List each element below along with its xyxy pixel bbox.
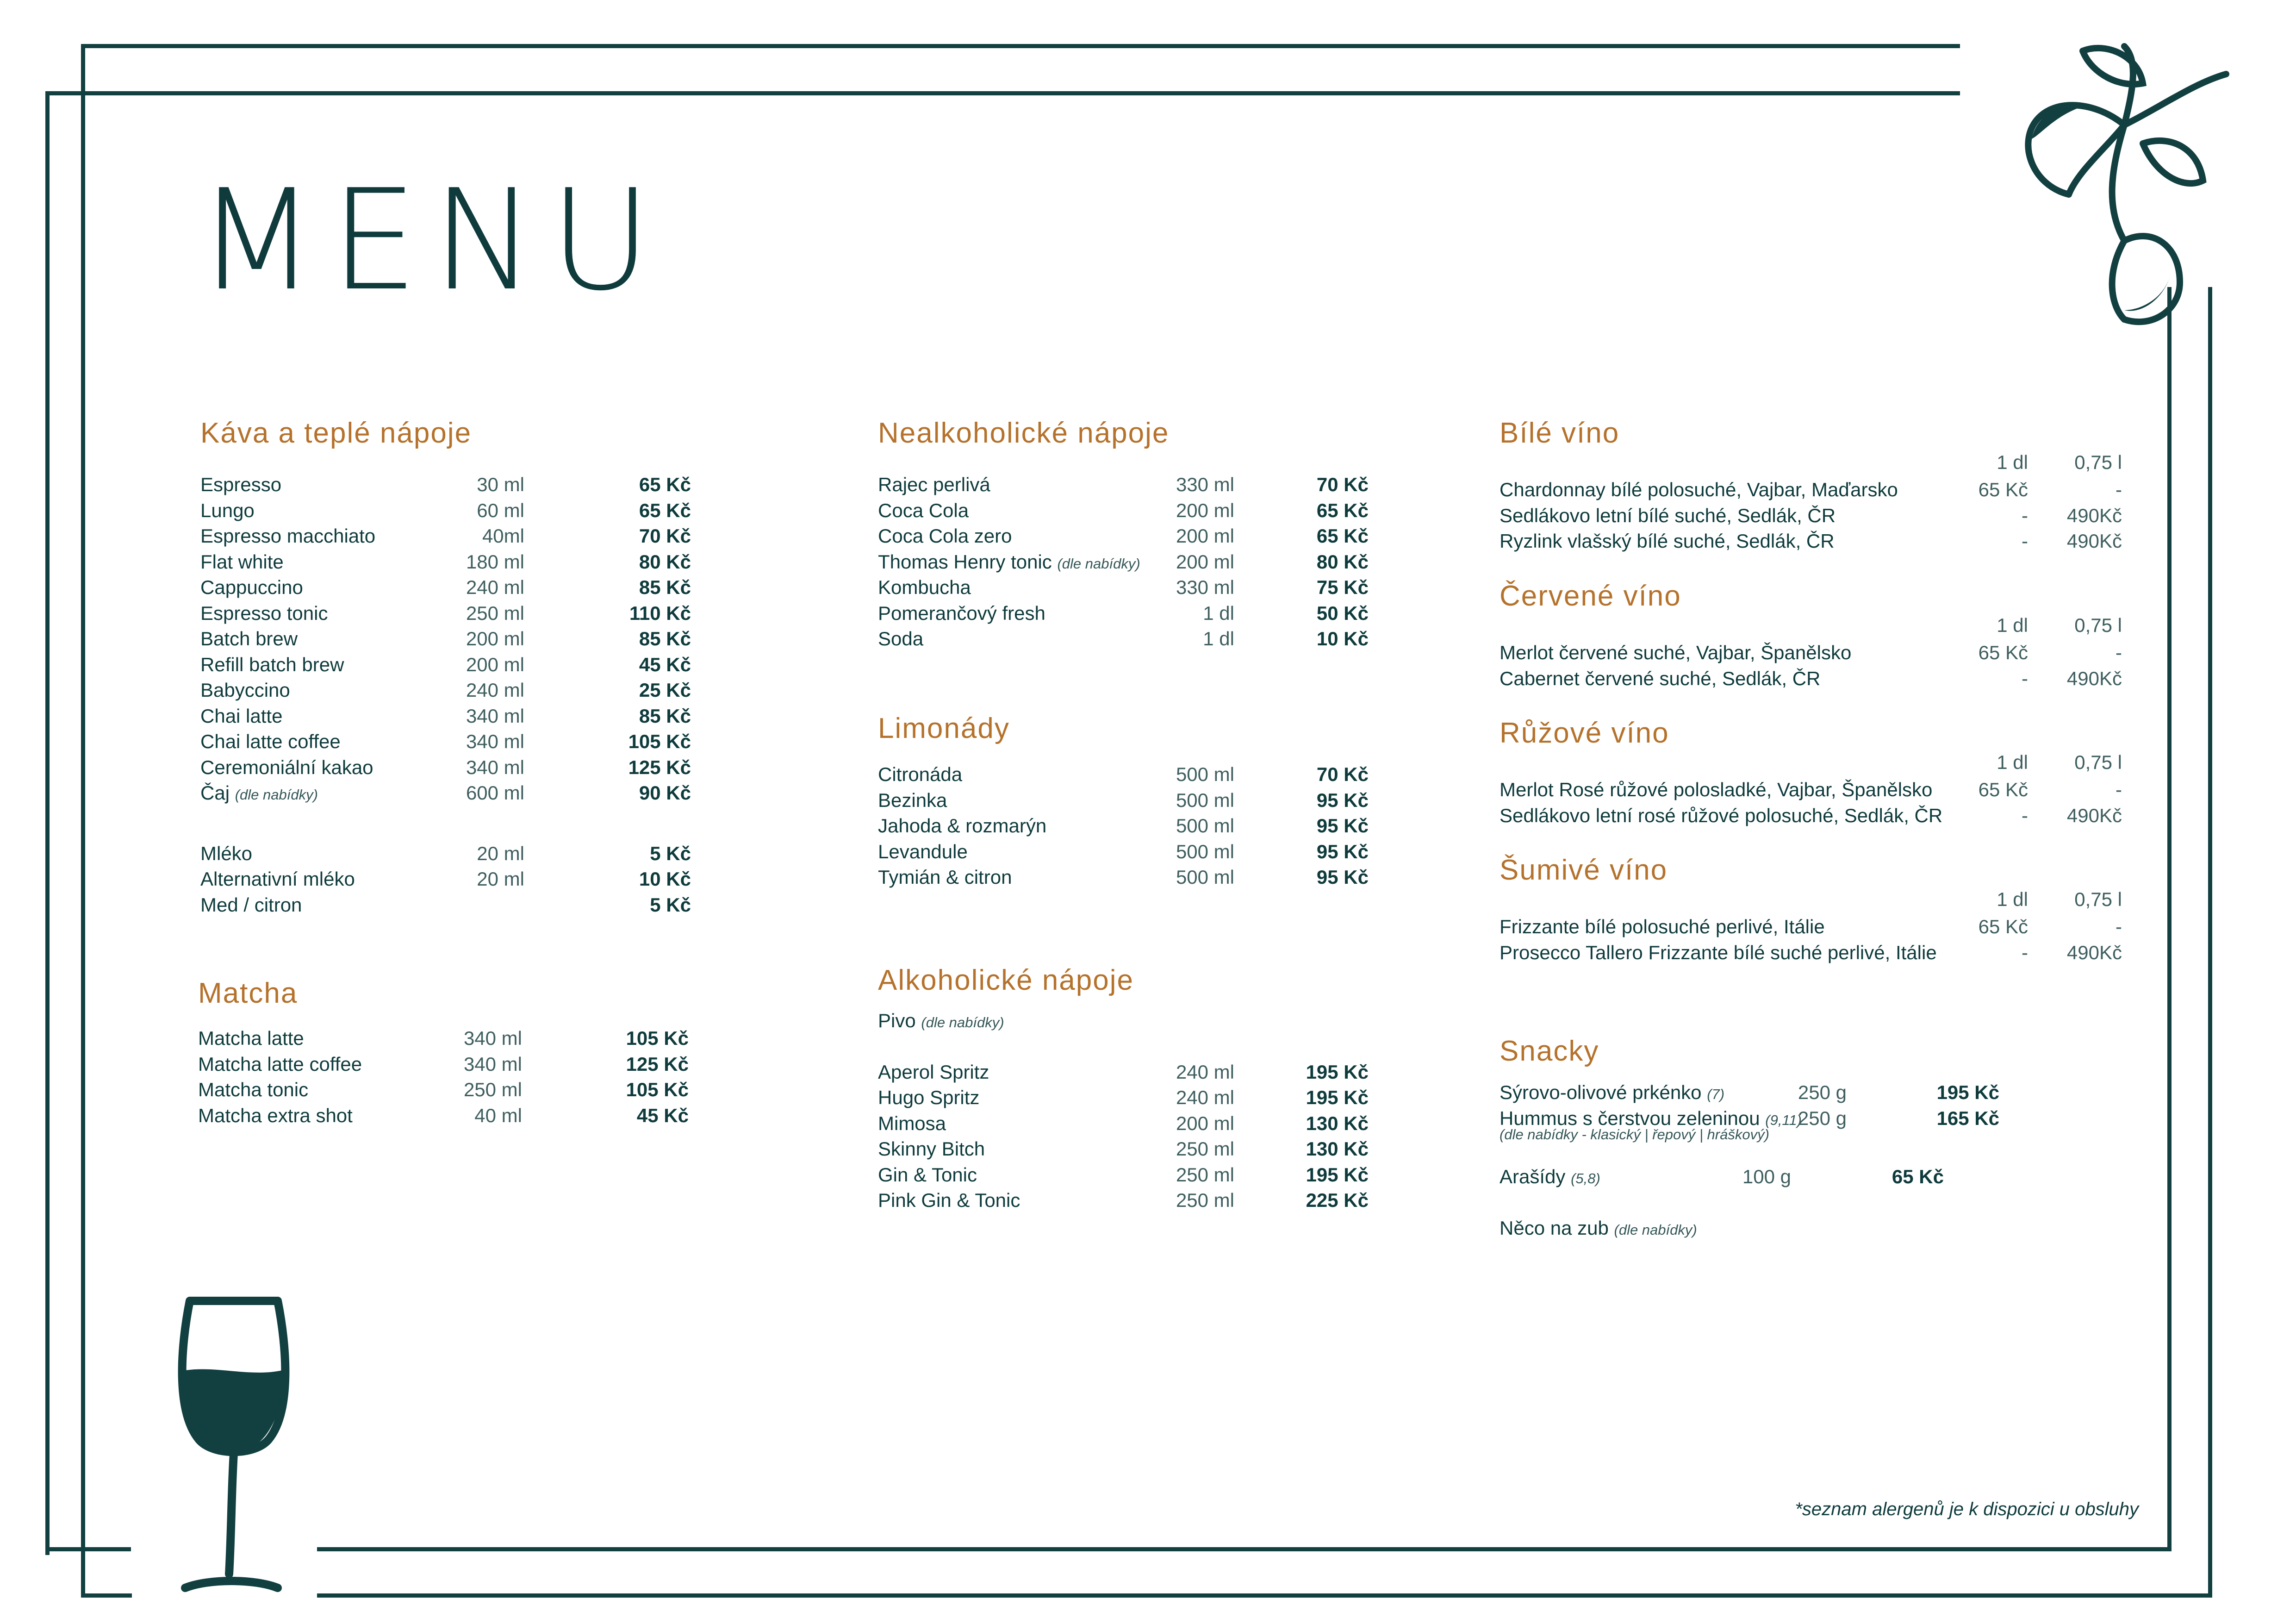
lemonade-item-row: [878, 762, 1401, 787]
coffee-item-volume: 240 ml: [466, 576, 524, 598]
beer-row: [878, 1008, 1401, 1034]
coffee-item-volume: 180 ml: [466, 550, 524, 573]
alcohol-item-name: Hugo Spritz: [878, 1087, 980, 1108]
lemonade-item-name: Tymián & citron: [878, 866, 1012, 888]
coffee-item-volume: 60 ml: [477, 499, 524, 521]
soft-item-name: Rajec perlivá: [878, 474, 990, 495]
snack-item-name: Sýrovo-olivové prkénko: [1500, 1081, 1702, 1103]
lemonade-item-volume: 500 ml: [1176, 840, 1234, 862]
coffee-section: [200, 419, 723, 918]
wine-glass-price: -: [2022, 504, 2028, 526]
soft-item-row: [878, 549, 1401, 575]
wine-glass-price: -: [2022, 667, 2028, 689]
matcha-section: [198, 979, 721, 1128]
wine-name: Merlot červené suché, Vajbar, Španělsko: [1500, 642, 1852, 663]
matcha-item-price: 45 Kč: [636, 1104, 689, 1126]
coffee-item-name: Espresso tonic: [200, 602, 328, 624]
wine-column-header: [1500, 614, 2129, 640]
wine-row: [1500, 777, 2129, 803]
coffee-item-name: Babyccino: [200, 679, 290, 701]
soft-item-row: [878, 498, 1401, 524]
soft-item-name: Thomas Henry tonic: [878, 550, 1052, 573]
coffee-list: [200, 472, 723, 806]
soft-item-name: Pomerančový fresh: [878, 602, 1045, 624]
wine-heading: Šumivé víno: [1500, 854, 1668, 886]
wine-row: [1500, 477, 2129, 503]
peanuts-weight: 100 g: [1742, 1166, 1791, 1187]
coffee-item-price: 90 Kč: [639, 782, 691, 804]
beer-name: Pivo: [878, 1010, 916, 1031]
coffee-item-name: Batch brew: [200, 628, 298, 650]
extra-item-name: Mléko: [200, 842, 253, 864]
coffee-item-volume: 340 ml: [466, 705, 524, 727]
coffee-item-price: 70 Kč: [639, 525, 691, 547]
soft-item-volume: 200 ml: [1176, 525, 1234, 547]
frame-right-line: [2167, 287, 2172, 1551]
lemonade-item-price: 95 Kč: [1316, 866, 1369, 888]
extra-item-row: [200, 892, 723, 918]
coffee-item-volume: 200 ml: [466, 628, 524, 650]
alcohol-item-row: [878, 1085, 1401, 1111]
coffee-item-name: Ceremoniální kakao: [200, 756, 373, 778]
matcha-item-name: Matcha latte coffee: [198, 1053, 362, 1075]
wine-name: Chardonnay bílé polosuché, Vajbar, Maďarsko: [1500, 479, 1898, 500]
alcohol-section: [878, 966, 1401, 1213]
soft-item-volume: 200 ml: [1176, 499, 1234, 521]
coffee-heading: Káva a teplé nápoje: [200, 417, 472, 449]
coffee-item-name: Chai latte coffee: [200, 731, 341, 752]
lemonade-item-name: Citronáda: [878, 763, 963, 785]
soft-item-volume: 1 dl: [1203, 602, 1234, 624]
alcohol-item-row: [878, 1111, 1401, 1137]
coffee-item-name: Refill batch brew: [200, 653, 344, 675]
soft-item-row: [878, 472, 1401, 498]
wine-glass-price: 65 Kč: [1978, 642, 2028, 663]
wine-group: [1500, 419, 2129, 554]
matcha-item-row: [198, 1103, 721, 1129]
alcohol-item-name: Aperol Spritz: [878, 1061, 989, 1083]
wine-bottle-price: 490Kč: [2066, 504, 2122, 526]
snack-item-row: [1500, 1080, 2055, 1106]
alcohol-item-price: 130 Kč: [1306, 1138, 1369, 1160]
lemonade-item-price: 95 Kč: [1316, 815, 1369, 837]
wine-col-glass: 1 dl: [1997, 751, 2028, 773]
alcohol-item-price: 195 Kč: [1306, 1087, 1369, 1108]
other-snack-note: (dle nabídky): [1614, 1221, 1697, 1238]
wine-column-header: [1500, 451, 2129, 477]
soft-item-row: [878, 626, 1401, 652]
alcohol-item-volume: 250 ml: [1176, 1138, 1234, 1160]
snacks-section: [1500, 1037, 2055, 1241]
lemonade-item-name: Levandule: [878, 840, 968, 862]
matcha-item-row: [198, 1025, 721, 1051]
wine-bottle-price: 490Kč: [2066, 530, 2122, 552]
lemonades-section: [878, 714, 1401, 890]
wine-glass-price: -: [2022, 804, 2028, 826]
extra-item-volume: 20 ml: [477, 842, 524, 864]
coffee-item-note: (dle nabídky): [235, 787, 318, 803]
wine-column-header: [1500, 888, 2129, 914]
coffee-item-volume: 30 ml: [477, 474, 524, 495]
snack-item-volume: 250 g: [1798, 1107, 1847, 1129]
wine-col-bottle: 0,75 l: [2074, 751, 2122, 773]
snacks-heading: Snacky: [1500, 1035, 1599, 1067]
alcohol-item-name: Skinny Bitch: [878, 1138, 985, 1160]
lemonade-item-volume: 500 ml: [1176, 763, 1234, 785]
wine-group: [1500, 856, 2129, 965]
coffee-item-price: 85 Kč: [639, 628, 691, 650]
lemonade-item-row: [878, 787, 1401, 813]
alcohol-item-price: 130 Kč: [1306, 1112, 1369, 1134]
lemonade-item-row: [878, 864, 1401, 890]
wine-row: [1500, 940, 2129, 966]
coffee-item-name: Čaj: [200, 782, 230, 804]
wine-row: [1500, 914, 2129, 940]
matcha-item-volume: 40 ml: [474, 1104, 522, 1126]
soft-item-volume: 330 ml: [1176, 474, 1234, 495]
wine-row: [1500, 528, 2129, 554]
extra-item-name: Alternativní mléko: [200, 868, 355, 890]
lemonades-heading: Limonády: [878, 712, 1010, 744]
coffee-item-volume: 250 ml: [466, 602, 524, 624]
matcha-item-price: 105 Kč: [626, 1027, 689, 1049]
matcha-item-volume: 250 ml: [463, 1079, 522, 1100]
wine-heading: Červené víno: [1500, 580, 1681, 612]
peanuts-name: Arašídy: [1500, 1166, 1566, 1187]
matcha-item-volume: 340 ml: [463, 1053, 522, 1075]
extra-item-row: [200, 866, 723, 892]
alcohol-item-price: 195 Kč: [1306, 1061, 1369, 1083]
coffee-item-name: Cappuccino: [200, 576, 303, 598]
soft-item-volume: 330 ml: [1176, 576, 1234, 598]
wine-group: [1500, 582, 2129, 691]
lemonade-item-row: [878, 813, 1401, 839]
frame-right-line-2: [2208, 287, 2212, 1598]
snack-item-price: 195 Kč: [1936, 1081, 1999, 1103]
coffee-item-volume: 340 ml: [466, 731, 524, 752]
coffee-item-price: 85 Kč: [639, 705, 691, 727]
hummus-subnote: (dle nabídky - klasický | řepový | hráškový): [1500, 1126, 1769, 1143]
allergen-footnote: *seznam alergenů je k dispozici u obsluhy: [1795, 1499, 2139, 1519]
lemonade-item-price: 70 Kč: [1316, 763, 1369, 785]
extra-item-row: [200, 841, 723, 867]
wine-bottle-price: -: [2116, 479, 2122, 500]
wine-row: [1500, 803, 2129, 829]
soft-item-price: 10 Kč: [1316, 628, 1369, 650]
alcohol-heading: Alkoholické nápoje: [878, 964, 1134, 996]
soft-item-name: Soda: [878, 628, 924, 650]
coffee-item-price: 125 Kč: [628, 756, 691, 778]
matcha-item-row: [198, 1051, 721, 1077]
wine-name: Sedlákovo letní bílé suché, Sedlák, ČR: [1500, 504, 1836, 526]
alcohol-list: [878, 1059, 1401, 1213]
frame-top-line: [81, 44, 1960, 48]
coffee-item-price: 105 Kč: [628, 731, 691, 752]
coffee-item-row: [200, 755, 723, 781]
extra-item-price: 5 Kč: [650, 893, 691, 916]
lemonade-item-price: 95 Kč: [1316, 840, 1369, 862]
coffee-item-price: 65 Kč: [639, 499, 691, 521]
wine-bottle-price: 490Kč: [2066, 804, 2122, 826]
coffee-item-name: Chai latte: [200, 705, 283, 727]
coffee-item-row: [200, 472, 723, 498]
soft-item-name: Coca Cola: [878, 499, 969, 521]
coffee-item-price: 110 Kč: [629, 602, 691, 624]
alcohol-item-price: 195 Kč: [1306, 1163, 1369, 1186]
matcha-list: [198, 1025, 721, 1128]
alcohol-item-name: Pink Gin & Tonic: [878, 1189, 1020, 1211]
alcohol-item-volume: 250 ml: [1176, 1189, 1234, 1211]
matcha-item-name: Matcha latte: [198, 1027, 304, 1049]
snack-item-price: 165 Kč: [1936, 1107, 1999, 1129]
alcohol-item-name: Gin & Tonic: [878, 1163, 977, 1186]
soft-list: [878, 472, 1401, 652]
frame-top-line-2: [46, 91, 1960, 95]
wine-col-bottle: 0,75 l: [2074, 451, 2122, 473]
menu-title: MENU: [197, 160, 666, 321]
matcha-item-price: 125 Kč: [626, 1053, 689, 1075]
other-snack-name: Něco na zub: [1500, 1217, 1609, 1239]
peanuts-note: (5,8): [1571, 1170, 1600, 1187]
frame-bottom-left-stub: [45, 1547, 131, 1551]
wine-heading: Bílé víno: [1500, 417, 1620, 449]
coffee-item-row: [200, 600, 723, 626]
soft-item-price: 65 Kč: [1316, 499, 1369, 521]
alcohol-item-volume: 250 ml: [1176, 1163, 1234, 1186]
matcha-item-row: [198, 1077, 721, 1103]
frame-bottom-line-2: [317, 1593, 2212, 1598]
lemonade-item-name: Bezinka: [878, 789, 947, 811]
other-snack-row: [1500, 1215, 2055, 1241]
alcohol-item-name: Mimosa: [878, 1112, 946, 1134]
soft-item-row: [878, 600, 1401, 626]
coffee-item-row: [200, 729, 723, 755]
coffee-item-row: [200, 652, 723, 678]
extra-item-price: 5 Kč: [650, 842, 691, 864]
alcohol-item-volume: 200 ml: [1176, 1112, 1234, 1134]
coffee-item-row: [200, 626, 723, 652]
coffee-item-row: [200, 780, 723, 806]
soft-item-name: Coca Cola zero: [878, 525, 1012, 547]
frame-bottom-line: [317, 1547, 2169, 1551]
wine-heading: Růžové víno: [1500, 717, 1669, 749]
coffee-item-price: 25 Kč: [639, 679, 691, 701]
wine-bottle-price: -: [2116, 779, 2122, 800]
wine-name: Cabernet červené suché, Sedlák, ČR: [1500, 667, 1821, 689]
wine-col-glass: 1 dl: [1997, 451, 2028, 473]
soft-item-name: Kombucha: [878, 576, 971, 598]
soft-item-row: [878, 523, 1401, 549]
alcohol-item-volume: 240 ml: [1176, 1061, 1234, 1083]
coffee-item-row: [200, 549, 723, 575]
wine-col-glass: 1 dl: [1997, 614, 2028, 636]
wine-name: Merlot Rosé růžové polosladké, Vajbar, Španělsko: [1500, 779, 1933, 800]
extra-item-volume: 20 ml: [477, 868, 524, 890]
coffee-item-volume: 600 ml: [466, 782, 524, 804]
wine-row: [1500, 640, 2129, 666]
alcohol-item-row: [878, 1187, 1401, 1213]
lemonades-list: [878, 762, 1401, 890]
lemonade-item-row: [878, 839, 1401, 865]
coffee-item-price: 80 Kč: [639, 550, 691, 573]
snacks-list: [1500, 1080, 2055, 1131]
coffee-item-row: [200, 523, 723, 549]
coffee-item-row: [200, 498, 723, 524]
coffee-item-price: 65 Kč: [639, 474, 691, 495]
extras-list: [200, 841, 723, 918]
wine-glass-icon: [167, 1292, 301, 1597]
matcha-item-volume: 340 ml: [463, 1027, 522, 1049]
snack-item-note: (9,11): [1765, 1112, 1802, 1128]
soft-item-price: 50 Kč: [1316, 602, 1369, 624]
lemonade-item-name: Jahoda & rozmarýn: [878, 815, 1047, 837]
coffee-item-price: 45 Kč: [639, 653, 691, 675]
wine-name: Ryzlink vlašský bílé suché, Sedlák, ČR: [1500, 530, 1835, 552]
coffee-item-row: [200, 703, 723, 729]
wine-bottle-price: -: [2116, 642, 2122, 663]
alcohol-item-row: [878, 1059, 1401, 1085]
snack-item-volume: 250 g: [1798, 1081, 1847, 1103]
soft-item-price: 75 Kč: [1316, 576, 1369, 598]
soft-item-note: (dle nabídky): [1057, 555, 1140, 572]
wine-glass-price: -: [2022, 530, 2028, 552]
frame-left-line: [81, 44, 85, 1597]
coffee-item-row: [200, 677, 723, 703]
matcha-item-price: 105 Kč: [626, 1079, 689, 1100]
wine-glass-price: 65 Kč: [1978, 916, 2028, 937]
lemon-branch-icon: [1985, 32, 2245, 329]
coffee-item-name: Flat white: [200, 550, 284, 573]
peanuts-row: [1500, 1164, 2055, 1190]
soft-item-volume: 1 dl: [1203, 628, 1234, 650]
coffee-item-row: [200, 575, 723, 600]
wine-bottle-price: -: [2116, 916, 2122, 937]
coffee-item-price: 85 Kč: [639, 576, 691, 598]
matcha-item-name: Matcha extra shot: [198, 1104, 353, 1126]
soft-item-price: 70 Kč: [1316, 474, 1369, 495]
coffee-item-volume: 40ml: [482, 525, 524, 547]
soft-item-price: 65 Kč: [1316, 525, 1369, 547]
coffee-item-volume: 240 ml: [466, 679, 524, 701]
alcohol-item-price: 225 Kč: [1306, 1189, 1369, 1211]
soft-section: [878, 419, 1401, 652]
wine-glass-price: -: [2022, 941, 2028, 963]
extra-item-price: 10 Kč: [639, 868, 691, 890]
soft-item-volume: 200 ml: [1176, 550, 1234, 573]
frame-left-line-2: [45, 91, 50, 1555]
coffee-item-volume: 340 ml: [466, 756, 524, 778]
soft-item-row: [878, 575, 1401, 600]
coffee-item-name: Espresso: [200, 474, 282, 495]
wine-row: [1500, 666, 2129, 692]
snack-item-note: (7): [1707, 1086, 1725, 1102]
snack-item-row: [1500, 1106, 2055, 1131]
wine-col-bottle: 0,75 l: [2074, 614, 2122, 636]
matcha-heading: Matcha: [198, 977, 298, 1009]
wine-name: Frizzante bílé polosuché perlivé, Itálie: [1500, 916, 1825, 937]
wine-bottle-price: 490Kč: [2066, 941, 2122, 963]
wine-col-glass: 1 dl: [1997, 888, 2028, 910]
alcohol-item-row: [878, 1136, 1401, 1162]
wine-group: [1500, 719, 2129, 828]
wine-glass-price: 65 Kč: [1978, 779, 2028, 800]
soft-item-price: 80 Kč: [1316, 550, 1369, 573]
wine-name: Prosecco Tallero Frizzante bílé suché perlivé, Itálie: [1500, 941, 1937, 963]
wine-col-bottle: 0,75 l: [2074, 888, 2122, 910]
wine-bottle-price: 490Kč: [2066, 667, 2122, 689]
lemonade-item-volume: 500 ml: [1176, 866, 1234, 888]
peanuts-price: 65 Kč: [1892, 1166, 1944, 1187]
wine-row: [1500, 503, 2129, 529]
coffee-item-name: Espresso macchiato: [200, 525, 376, 547]
wine-glass-price: 65 Kč: [1978, 479, 2028, 500]
wine-column-header: [1500, 751, 2129, 777]
coffee-item-name: Lungo: [200, 499, 255, 521]
snack-item-name: Hummus s čerstvou zeleninou: [1500, 1107, 1760, 1129]
lemonade-item-volume: 500 ml: [1176, 789, 1234, 811]
matcha-item-name: Matcha tonic: [198, 1079, 309, 1100]
alcohol-item-row: [878, 1162, 1401, 1188]
alcohol-item-volume: 240 ml: [1176, 1087, 1234, 1108]
wine-name: Sedlákovo letní rosé růžové polosuché, Sedlák, ČR: [1500, 804, 1943, 826]
lemonade-item-volume: 500 ml: [1176, 815, 1234, 837]
coffee-item-volume: 200 ml: [466, 653, 524, 675]
lemonade-item-price: 95 Kč: [1316, 789, 1369, 811]
beer-note: (dle nabídky): [921, 1014, 1004, 1031]
extra-item-name: Med / citron: [200, 893, 302, 916]
frame-bottom-left-stub-2: [81, 1593, 132, 1598]
soft-heading: Nealkoholické nápoje: [878, 417, 1170, 449]
